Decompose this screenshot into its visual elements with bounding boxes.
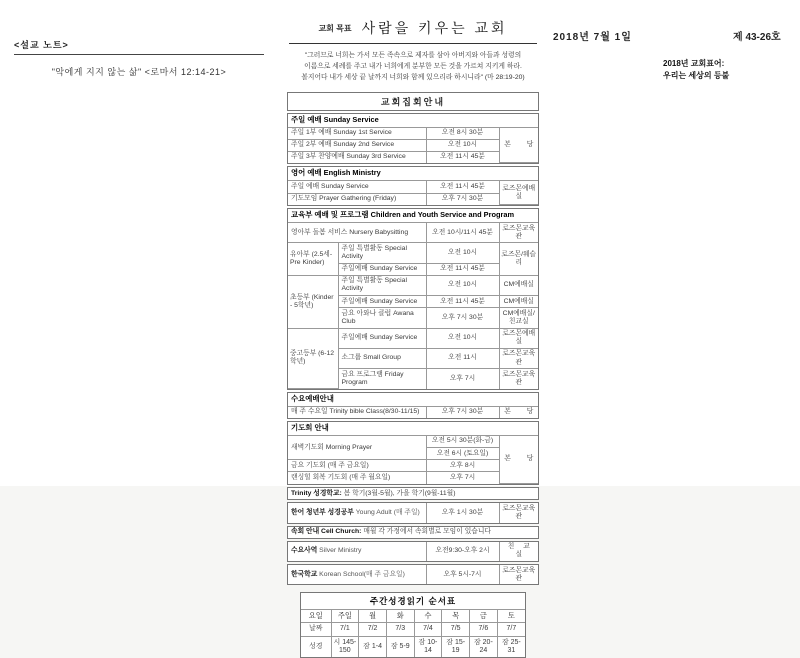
reading-date-row: [301, 623, 525, 636]
reading-cell: 잠 15-19: [442, 636, 470, 657]
reading-cell: 성경: [301, 636, 331, 657]
section-prayer-meetings: [287, 421, 539, 485]
reading-cell: 7/2: [359, 623, 387, 636]
location-cell: 로즈몬예배실: [499, 328, 538, 348]
section-young-adult: [287, 502, 539, 523]
bulletin-center: [287, 18, 539, 658]
section-cell-church: [287, 526, 539, 539]
scripture-quote: [287, 51, 539, 84]
time-cell: 오후 7시: [426, 369, 499, 389]
section-header-row: [288, 422, 538, 435]
sermon-note-section: [14, 38, 264, 78]
quote-line: 볼지어다 내가 세상 끝 날까지 너희와 함께 있으리라 하시니라" (마 28:19-20): [301, 73, 525, 81]
reading-cell: 금: [470, 609, 498, 623]
reading-cell: 날짜: [301, 623, 331, 636]
reading-cell: 7/5: [442, 623, 470, 636]
table-row: [288, 406, 538, 418]
section-silver-ministry: [287, 541, 539, 562]
time-cell: 오전 11시 45분: [426, 151, 499, 163]
reading-cell: 잠 1-4: [359, 636, 387, 657]
reading-cell: 잠 5-9: [386, 636, 414, 657]
cell-church-text: 매월 각 가정에서 속회별로 모임이 있습니다: [363, 528, 491, 536]
time-cell: 오후 5시-7시: [426, 565, 499, 584]
reading-cell: 화: [386, 609, 414, 623]
trinity-text: 봄 학기(3월-5월), 가을 학기(9월-11월): [343, 489, 456, 497]
desc-cell: 주일예배 Sunday Service: [338, 296, 426, 308]
reading-cell: 시 145-150: [331, 636, 359, 657]
quote-line: 이름으로 세례를 주고 내가 너희에게 분부한 모든 것을 가르쳐 지키게 하라.: [304, 62, 522, 70]
section-header: 교육부 예배 및 프로그램 Children and Youth Service and Program: [288, 209, 538, 222]
section-header-row: [288, 114, 538, 127]
location-cell: CM예배실/친교실: [499, 308, 538, 328]
meeting-info: [287, 92, 539, 658]
section-header-row: [288, 393, 538, 406]
desc-cell: 주일 1부 예배 Sunday 1st Service: [288, 127, 426, 139]
desc-cell: [288, 542, 426, 561]
table-row: [288, 542, 538, 561]
reading-cell: 수: [414, 609, 442, 623]
desc-cell: 금요 기도회 (매 주 금요일): [288, 460, 426, 472]
desc-cell: 주일 2부 예배 Sunday 2nd Service: [288, 139, 426, 151]
reading-cell: 목: [442, 609, 470, 623]
section-header-row: [288, 209, 538, 222]
time-cell: 오후 7시 30분: [426, 308, 499, 328]
reading-title: 주간성경읽기 순서표: [301, 593, 525, 609]
time-cell: 오후 7시: [426, 472, 499, 484]
table-row: [288, 127, 538, 139]
time-cell: 오전 5시 30분(화-금): [426, 435, 499, 447]
location-cell: 로즈몬교육관: [499, 223, 538, 243]
table-row: [288, 527, 538, 538]
sermon-title: "악에게 지지 않는 삶" <로마서 12:14-21>: [51, 67, 227, 77]
desc-cell: 주일 예배 Sunday Service: [288, 181, 426, 193]
meeting-info-title: 교회집회안내: [287, 92, 539, 111]
desc-cell: 랜싱힐 회복 기도회 (매 주 월요일): [288, 472, 426, 484]
silver-label: 수요사역: [291, 547, 318, 555]
desc-cell: 주일예배 Sunday Service: [338, 328, 426, 348]
time-cell: 오전 11시 45분: [426, 181, 499, 193]
cell-church-label: 속회 안내 Cell Church:: [291, 528, 362, 536]
desc-cell: 금요 아와나 클럽 Awana Club: [338, 308, 426, 328]
section-header: 기도회 안내: [288, 422, 538, 435]
church-goal-label: 교회 목표: [318, 24, 352, 33]
location-cell: 로즈몬예배실: [499, 181, 538, 205]
desc-cell: 주일 특별활동 Special Activity: [338, 275, 426, 295]
reading-cell: 잠 20-24: [470, 636, 498, 657]
location-cell: 본 당: [499, 406, 538, 418]
desc-cell: [288, 565, 426, 584]
reading-cell: 주일: [331, 609, 359, 623]
desc-cell: 소그룹 Small Group: [338, 348, 426, 368]
location-cell: 로즈몬/웨슬리: [499, 243, 538, 275]
location-cell: CM예배실: [499, 296, 538, 308]
location-cell: 로즈몬교육관: [499, 503, 538, 522]
time-cell: 오후 7시 30분: [426, 193, 499, 205]
korean-school-en: Korean School(매 주 금요일): [319, 570, 405, 578]
group-cell: 초등부 (Kinder - 5학년): [288, 275, 338, 328]
table-row: [288, 488, 538, 499]
location-cell: 본 당: [499, 435, 538, 483]
desc-cell: 주일 특별활동 Special Activity: [338, 243, 426, 263]
table-row: [288, 503, 538, 522]
time-cell: 오후 1시 30분: [426, 503, 499, 522]
reading-passage-row: [301, 636, 525, 657]
table-row: [288, 328, 538, 348]
location-cell: 로즈몬교육관: [499, 348, 538, 368]
church-motto: [663, 58, 729, 83]
reading-cell: 월: [359, 609, 387, 623]
reading-cell: 7/1: [331, 623, 359, 636]
desc-cell: [288, 503, 426, 522]
group-cell: 유아부 (2.5세-Pre Kinder): [288, 243, 338, 275]
time-cell: 오후 7시 30분: [426, 406, 499, 418]
quote-line: "그러므로 너희는 가서 모든 족속으로 제자를 삼아 아버지와 아들과 성령의: [304, 52, 522, 59]
desc-cell: [288, 527, 538, 538]
section-sunday-service: [287, 113, 539, 165]
reading-cell: 잠 10-14: [414, 636, 442, 657]
table-row: [288, 181, 538, 193]
section-header: 영어 예배 English Ministry: [288, 167, 538, 180]
time-cell: 오전 10시: [426, 139, 499, 151]
time-cell: 오후 8시: [426, 460, 499, 472]
reading-cell: 7/7: [497, 623, 525, 636]
time-cell: 오전 11시: [426, 348, 499, 368]
reading-title-row: [301, 593, 525, 609]
location-cell: 친 교 실: [499, 542, 538, 561]
korean-school-label: 한국학교: [291, 570, 318, 578]
reading-cell: 잠 25-31: [497, 636, 525, 657]
young-adult-en: Young Adult (매 주일): [355, 508, 420, 516]
location-cell: 로즈몬교육관: [499, 565, 538, 584]
table-row: [288, 275, 538, 295]
time-cell: 오전 8시 30분: [426, 127, 499, 139]
bulletin-date: 2018년 7월 1일: [553, 32, 632, 43]
table-row: [288, 223, 538, 243]
section-english-ministry: [287, 166, 539, 206]
time-cell: 오전 6시 (토요일): [426, 448, 499, 460]
time-cell: 오전 11시 45분: [426, 263, 499, 275]
desc-cell: 주일 3부 찬양예배 Sunday 3rd Service: [288, 151, 426, 163]
reading-cell: 7/4: [414, 623, 442, 636]
time-cell: 오전 10시: [426, 275, 499, 295]
bible-reading-table: [300, 592, 526, 658]
trinity-label: Trinity 성경학교:: [291, 489, 342, 497]
reading-day-row: [301, 609, 525, 623]
time-cell: 오전 10시/11시 45분: [426, 223, 499, 243]
church-goal: [287, 18, 539, 38]
section-trinity-school: [287, 487, 539, 500]
location-cell: 로즈몬교육관: [499, 369, 538, 389]
section-header: 수요예배안내: [288, 393, 538, 406]
desc-cell: 새벽기도회 Morning Prayer: [288, 435, 426, 459]
motto-text: 우리는 세상의 등불: [663, 71, 730, 81]
section-header-row: [288, 167, 538, 180]
motto-label: 2018년 교회표어:: [663, 59, 725, 68]
reading-cell: 토: [497, 609, 525, 623]
time-cell: 오전 10시: [426, 243, 499, 263]
time-cell: 오전 11시 45분: [426, 296, 499, 308]
sermon-note-label: <설교 노트>: [14, 38, 264, 55]
silver-en: Silver Ministry: [319, 547, 362, 555]
table-row: [288, 435, 538, 447]
desc-cell: 매 주 수요일 Trinity bible Class(8/30-11/15): [288, 406, 426, 418]
section-education: [287, 208, 539, 390]
desc-cell: 금요 프로그램 Friday Program: [338, 369, 426, 389]
table-row: [288, 243, 538, 263]
time-cell: 오전 10시: [426, 328, 499, 348]
location-cell: CM예배실: [499, 275, 538, 295]
reading-cell: 7/3: [386, 623, 414, 636]
time-cell: 오전9:30-오후 2시: [426, 542, 499, 561]
reading-cell: 7/6: [470, 623, 498, 636]
location-cell: 본 당: [499, 127, 538, 163]
church-goal-title: 사람을 키우는 교회: [361, 20, 508, 36]
goal-divider: [289, 43, 537, 44]
desc-cell: 기도모임 Prayer Gathering (Friday): [288, 193, 426, 205]
desc-cell: 영아부 돌봄 서비스 Nursery Babysitting: [288, 223, 426, 243]
group-cell: 중고등부 (6-12학년): [288, 328, 338, 388]
section-header: 주일 예배 Sunday Service: [288, 114, 538, 127]
section-wednesday-service: [287, 392, 539, 419]
section-korean-school: [287, 564, 539, 585]
young-adult-label: 한어 청년부 성경공부: [291, 508, 354, 516]
reading-cell: 요일: [301, 609, 331, 623]
table-row: [288, 565, 538, 584]
issue-number: 제 43-26호: [733, 32, 781, 43]
desc-cell: 주일예배 Sunday Service: [338, 263, 426, 275]
desc-cell: [288, 488, 538, 499]
